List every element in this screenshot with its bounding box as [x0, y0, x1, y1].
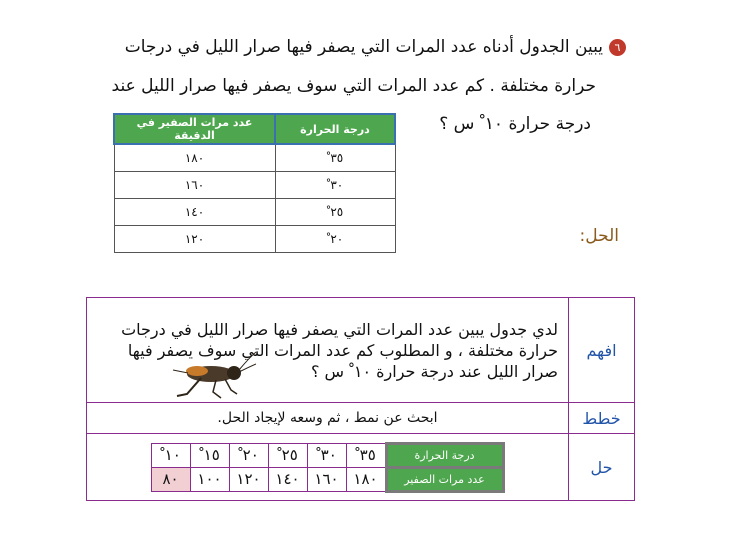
- solve-count-cell: ١٤٠: [268, 467, 307, 491]
- solve-count-answer-cell: ٨٠: [151, 467, 190, 491]
- question-number-badge: ٦: [609, 39, 626, 56]
- solve-temp-cell: ٢٠ ْ: [229, 443, 268, 467]
- solve-temp-row: [151, 443, 503, 467]
- data-table: [113, 113, 396, 253]
- solve-temp-cell: ٣٥ ْ: [346, 443, 386, 467]
- solve-count-cell: ١٠٠: [190, 467, 229, 491]
- solution-label: الحل:: [579, 226, 619, 246]
- count-cell: ١٨٠: [114, 144, 275, 172]
- header-chirps: عدد مرات الصفير في الدقيقة: [114, 114, 275, 144]
- header-temperature: درجة الحرارة: [275, 114, 395, 144]
- question-line-2: حرارة مختلفة . كم عدد المرات التي سوف يصفر فيها صرار الليل عند: [111, 76, 596, 96]
- solve-temp-cell: ١٠ ْ: [151, 443, 190, 467]
- count-cell: ١٢٠: [114, 226, 275, 253]
- table-row: [114, 172, 395, 199]
- count-cell: ١٦٠: [114, 172, 275, 199]
- cricket-icon: [161, 346, 257, 400]
- count-cell: ١٤٠: [114, 199, 275, 226]
- understand-cell: [87, 298, 569, 403]
- solve-table: [151, 442, 505, 493]
- table-row: [114, 226, 395, 253]
- solve-count-cell: ١٨٠: [346, 467, 386, 491]
- temp-cell: ٢٠ ْ: [275, 226, 395, 253]
- solve-row: [87, 434, 635, 501]
- table-row: [114, 199, 395, 226]
- temp-cell: ٣٥ ْ: [275, 144, 395, 172]
- question-line-1: [125, 37, 626, 57]
- table-row: [114, 144, 395, 172]
- plan-row: [87, 403, 635, 434]
- temp-cell: ٣٠ ْ: [275, 172, 395, 199]
- plan-label: خطط: [569, 403, 635, 434]
- understand-label: افهم: [569, 298, 635, 403]
- solve-temp-cell: ٢٥ ْ: [268, 443, 307, 467]
- understand-text: لدي جدول يبين عدد المرات التي يصفر فيها صرار الليل في درجات حرارة مختلفة ، و المطلوب كم عدد المرات التي سوف يصفر فيها صرار الليل عند درجة حرارة ١٠ ْ س ؟: [121, 319, 558, 381]
- solve-label: حل: [569, 434, 635, 501]
- question-text-1: يبين الجدول أدناه عدد المرات التي يصفر فيها صرار الليل في درجات: [124, 37, 603, 57]
- temp-cell: ٢٥ ْ: [275, 199, 395, 226]
- solve-row-label-count: عدد مرات الصفير: [386, 467, 503, 491]
- solve-count-cell: ١٢٠: [229, 467, 268, 491]
- plan-text: ابحث عن نمط ، ثم وسعه لإيجاد الحل.: [87, 403, 569, 434]
- understand-row: [87, 298, 635, 403]
- plan-table: [86, 297, 635, 501]
- solve-temp-cell: ٣٠ ْ: [307, 443, 346, 467]
- data-table-header-row: [114, 114, 395, 144]
- solve-count-row: [151, 467, 503, 491]
- solve-count-cell: ١٦٠: [307, 467, 346, 491]
- solve-row-label-temp: درجة الحرارة: [386, 443, 503, 467]
- question-line-3: درجة حرارة ١٠ ْ س ؟: [439, 114, 591, 134]
- solve-temp-cell: ١٥ ْ: [190, 443, 229, 467]
- solve-cell: [87, 434, 569, 501]
